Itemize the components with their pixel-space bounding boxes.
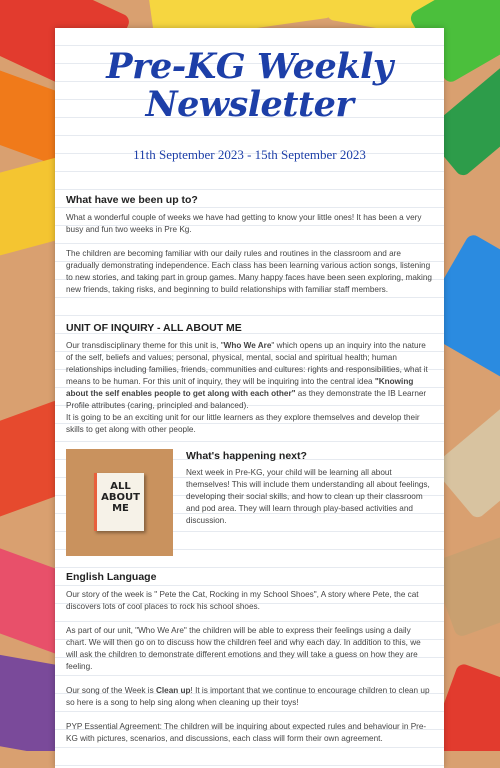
section-heading: UNIT OF INQUIRY - ALL ABOUT ME (66, 322, 242, 334)
paragraph: PYP Essential Agreement: The children will be inquiring about expected rules and behaviour in Pre-KG with pictures, scenarios, and discussions, each class will form their own agreement. (66, 722, 427, 743)
paragraph: What a wonderful couple of weeks we have had getting to know your little ones! It has been a very busy and fun two weeks in Pre Kg. (66, 213, 422, 234)
section-up-to (66, 194, 432, 296)
section-heading: What's happening next? (186, 450, 307, 462)
paragraph: Next week in Pre-KG, your child will be learning all about themselves! This will include them understanding all about feelings, developing their social skills, and how to clean up their classroom and pod area. They will learn through play-based activities and discussion. (186, 468, 430, 525)
section-unit-of-inquiry (66, 322, 432, 436)
text-run: Our song of the Week is (66, 686, 156, 695)
paragraph: Our story of the week is " Pete the Cat, Rocking in my School Shoes", A story where Pete, the cat discovers lots of cool places to rock his school shoes. (66, 590, 419, 611)
section-english (66, 571, 432, 745)
newsletter-dates: 11th September 2023 - 15th September 2023 (133, 147, 366, 162)
text-run: ! It is important that we continue to encourage children to clean up so here is a song to help sing along when cleaning up their toys! (66, 686, 430, 707)
section-heading: English Language (66, 571, 157, 583)
title-line-1: Pre-KG Weekly (106, 46, 393, 87)
text-run: Our transdisciplinary theme for this unit is, " (66, 341, 224, 350)
paragraph (66, 685, 432, 709)
bold-text: Who We Are (223, 341, 272, 350)
title-line-2: Newsletter (145, 84, 354, 125)
bold-text: Clean up (155, 686, 191, 695)
bold-text: "Knowing about the self enables people to get along with each other" (66, 377, 414, 398)
text-run: as they demonstrate the IB Learner Profile attributes (caring, principled and balanced). (66, 389, 427, 410)
section-whats-next (186, 450, 430, 527)
paragraph: As part of our unit, "Who We Are" the children will be able to express their feelings using a daily chart. We will then go on to discuss how the children feel and why each day. In addition to this, we will ask the children to demonstrate different emotions and they will take a guess on how they are feeling. (66, 626, 421, 671)
section-heading: What have we been up to? (66, 194, 198, 206)
paragraph: It is going to be an exciting unit for our little learners as they explore themselves and develop their skills to get along with other people. (66, 413, 420, 434)
sticky-note: ALL ABOUT ME (94, 473, 144, 531)
newsletter-card (55, 28, 444, 768)
text-run: " which opens up an inquiry into the nature of the self, beliefs and values; personal, physical, mental, social and spiritual health; human relationships including families, friends, communities and cultures: rights and responsibilities, what it means to be human. For this unit of inquiry, they will be inquiring into the central idea (66, 341, 428, 386)
newsletter-title (55, 48, 444, 124)
paragraph: The children are becoming familiar with our daily rules and routines in the classroom and are gradually demonstrating independence. Each class has been learning various action songs, listening to new stories, and taking part in group games. Many happy faces have been seen exploring, making new friends, taking risks, and beginning to build relationships with familiar staff members. (66, 249, 432, 294)
all-about-me-photo (66, 449, 173, 556)
paragraph (66, 340, 432, 412)
